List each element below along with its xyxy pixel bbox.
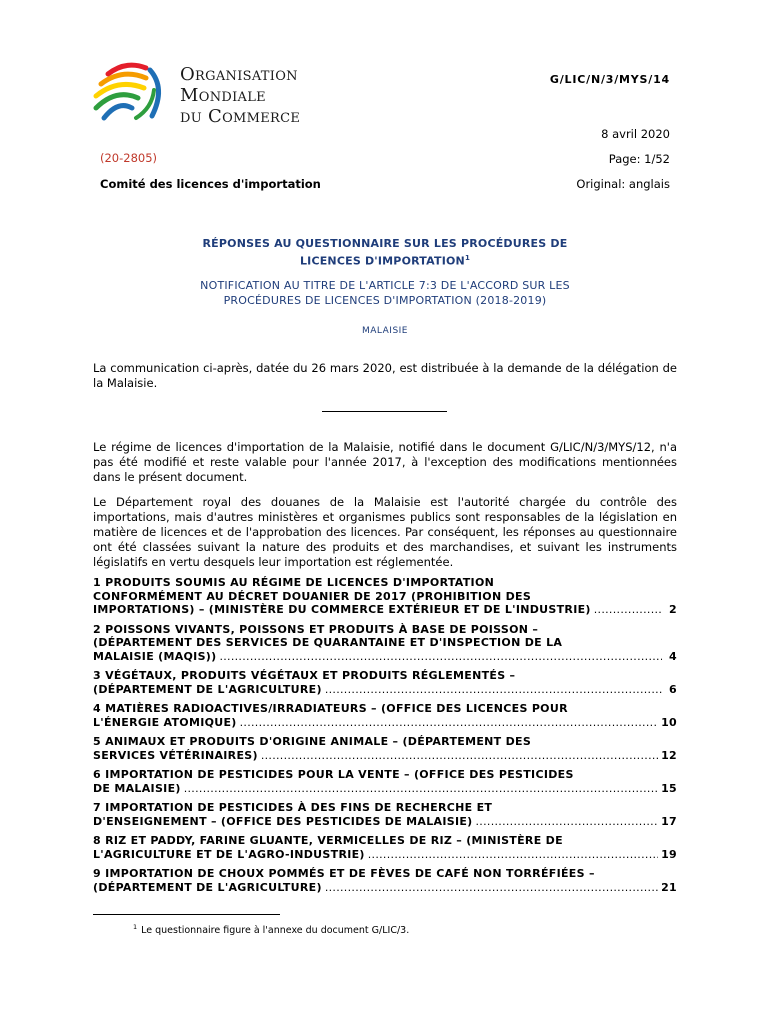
toc-entry-last-line	[93, 881, 677, 895]
toc-page-number: 21	[661, 880, 677, 894]
toc-entry-last-line	[93, 650, 677, 664]
toc-entry-text: IMPORTATIONS) – (MINISTÈRE DU COMMERCE EXTÉRIEUR ET DE L'INDUSTRIE)	[93, 603, 591, 616]
toc-entry-text: DE MALAISIE)	[93, 781, 181, 795]
organization-name	[180, 64, 300, 127]
toc-leader-dots	[184, 782, 658, 796]
toc-leader-dots	[325, 881, 658, 895]
toc-page-number: 12	[661, 748, 677, 762]
toc-entry-last-line	[93, 603, 677, 617]
document-title	[93, 236, 677, 269]
toc-leader-dots	[476, 815, 659, 829]
toc-entry-last-line	[93, 683, 677, 697]
toc-entry[interactable]	[93, 576, 677, 617]
toc-entry-line: 4 MATIÈRES RADIOACTIVES/IRRADIATEURS – (OFFICE DES LICENCES POUR	[93, 702, 568, 715]
toc-entry-line: 7 IMPORTATION DE PESTICIDES À DES FINS DE RECHERCHE ET	[93, 801, 493, 814]
toc-entry[interactable]	[93, 669, 677, 696]
toc-entry[interactable]	[93, 735, 677, 762]
separator-line	[322, 411, 447, 412]
toc-entry[interactable]	[93, 768, 677, 795]
reference-number: (20-2805)	[100, 151, 158, 165]
document-symbol: G/LIC/N/3/MYS/14	[549, 73, 670, 86]
page-number: Page: 1/52	[608, 152, 670, 166]
toc-entry-line: 6 IMPORTATION DE PESTICIDES POUR LA VENTE – (OFFICE DES PESTICIDES	[93, 768, 574, 781]
department-paragraph: Le Département royal des douanes de la Malaisie est l'autorité chargée du contrôle des importations, mais d'autres ministères et organismes publics sont responsables de la législation en matière de licences et de l'approbation des licences. Par conséquent, les réponses au questionnaire ont été classées suivant la nature des produits et des marchandises, et suivant les instruments législatifs en vertu desquels leur importation est réglementée.	[93, 495, 677, 569]
toc-entry-last-line	[93, 716, 677, 730]
toc-entry-line: 2 POISSONS VIVANTS, POISSONS ET PRODUITS À BASE DE POISSON –	[93, 622, 539, 636]
toc-entry-last-line	[93, 749, 677, 763]
toc-page-number: 19	[661, 847, 677, 861]
toc-leader-dots	[325, 683, 662, 697]
footnote-mark: 1	[133, 923, 138, 931]
toc-entry[interactable]	[93, 801, 677, 828]
org-name-line-3: du Commerce	[180, 106, 301, 127]
toc-entry-text: MALAISIE (MAQIS))	[93, 649, 217, 663]
toc-entry-line: 3 VÉGÉTAUX, PRODUITS VÉGÉTAUX ET PRODUITS RÉGLEMENTÉS –	[93, 669, 516, 682]
toc-page-number: 10	[661, 715, 677, 729]
subtitle-line-1: NOTIFICATION AU TITRE DE L'ARTICLE 7:3 DE L'ACCORD SUR LES	[200, 279, 570, 292]
footnote-separator	[93, 914, 280, 915]
toc-entry-line: 9 IMPORTATION DE CHOUX POMMÉS ET DE FÈVES DE CAFÉ NON TORRÉFIÉES –	[93, 867, 595, 880]
toc-leader-dots	[261, 749, 658, 763]
toc-entry-line: 1 PRODUITS SOUMIS AU RÉGIME DE LICENCES D'IMPORTATION	[93, 576, 495, 589]
regime-paragraph: Le régime de licences d'importation de la Malaisie, notifié dans le document G/LIC/N/3/MYS/12, n'a pas été modifié et reste valable pour l'année 2017, à l'exception des modifications mentionnées dans le présent document.	[93, 440, 677, 484]
committee-name: Comité des licences d'importation	[100, 177, 321, 191]
toc-page-number: 6	[669, 682, 677, 696]
toc-entry-last-line	[93, 848, 677, 862]
toc-page-number: 4	[669, 649, 677, 663]
toc-entry-text: SERVICES VÉTÉRINAIRES)	[93, 748, 258, 762]
toc-entry-last-line	[93, 815, 677, 829]
toc-entry-line: CONFORMÉMENT AU DÉCRET DOUANIER DE 2017 (PROHIBITION DES	[93, 589, 532, 603]
toc-entry-line: (DÉPARTEMENT DES SERVICES DE QUARANTAINE ET D'INSPECTION DE LA	[93, 636, 563, 649]
title-line-2: LICENCES D'IMPORTATION	[299, 254, 465, 268]
toc-entry[interactable]	[93, 834, 677, 861]
toc-entry[interactable]	[93, 623, 677, 664]
toc-leader-dots	[368, 848, 658, 862]
footnote-text: Le questionnaire figure à l'annexe du document G/LIC/3.	[141, 925, 410, 937]
toc-page-number: 15	[661, 781, 677, 795]
wto-logo-icon	[92, 60, 170, 126]
document-subtitle	[93, 278, 677, 308]
toc-leader-dots	[240, 716, 658, 730]
toc-entry-text: D'ENSEIGNEMENT – (OFFICE DES PESTICIDES DE MALAISIE)	[93, 814, 473, 828]
intro-paragraph: La communication ci-après, datée du 26 mars 2020, est distribuée à la demande de la délégation de la Malaisie.	[93, 361, 677, 390]
toc-entry[interactable]	[93, 867, 677, 894]
title-line-1: RÉPONSES AU QUESTIONNAIRE SUR LES PROCÉDURES DE	[202, 237, 568, 250]
toc-page-number: 17	[661, 814, 677, 828]
toc-page-number: 2	[669, 603, 677, 616]
org-name-line-1: Organisation	[180, 64, 298, 85]
footnote	[133, 923, 409, 936]
subtitle-line-2: PROCÉDURES DE LICENCES D'IMPORTATION (2018-2019)	[223, 294, 547, 307]
toc-leader-dots	[219, 650, 662, 664]
toc-entry-text: L'AGRICULTURE ET DE L'AGRO-INDUSTRIE)	[93, 847, 365, 861]
toc-entry-text: (DÉPARTEMENT DE L'AGRICULTURE)	[93, 880, 322, 894]
toc-leader-dots	[594, 603, 662, 617]
toc-entry-line: 5 ANIMAUX ET PRODUITS D'ORIGINE ANIMALE – (DÉPARTEMENT DES	[93, 735, 532, 748]
document-date: 8 avril 2020	[601, 127, 670, 141]
toc-entry-last-line	[93, 782, 677, 796]
toc-entry[interactable]	[93, 702, 677, 729]
org-name-line-2: Mondiale	[180, 85, 266, 106]
footnote-ref[interactable]: 1	[464, 254, 471, 262]
toc-entry-text: (DÉPARTEMENT DE L'AGRICULTURE)	[93, 682, 322, 696]
original-language: Original: anglais	[576, 177, 670, 191]
toc-entry-line: 8 RIZ ET PADDY, FARINE GLUANTE, VERMICELLES DE RIZ – (MINISTÈRE DE	[93, 834, 563, 847]
toc-entry-text: L'ÉNERGIE ATOMIQUE)	[93, 715, 237, 729]
country-name: MALAISIE	[361, 326, 408, 336]
table-of-contents	[93, 576, 677, 900]
